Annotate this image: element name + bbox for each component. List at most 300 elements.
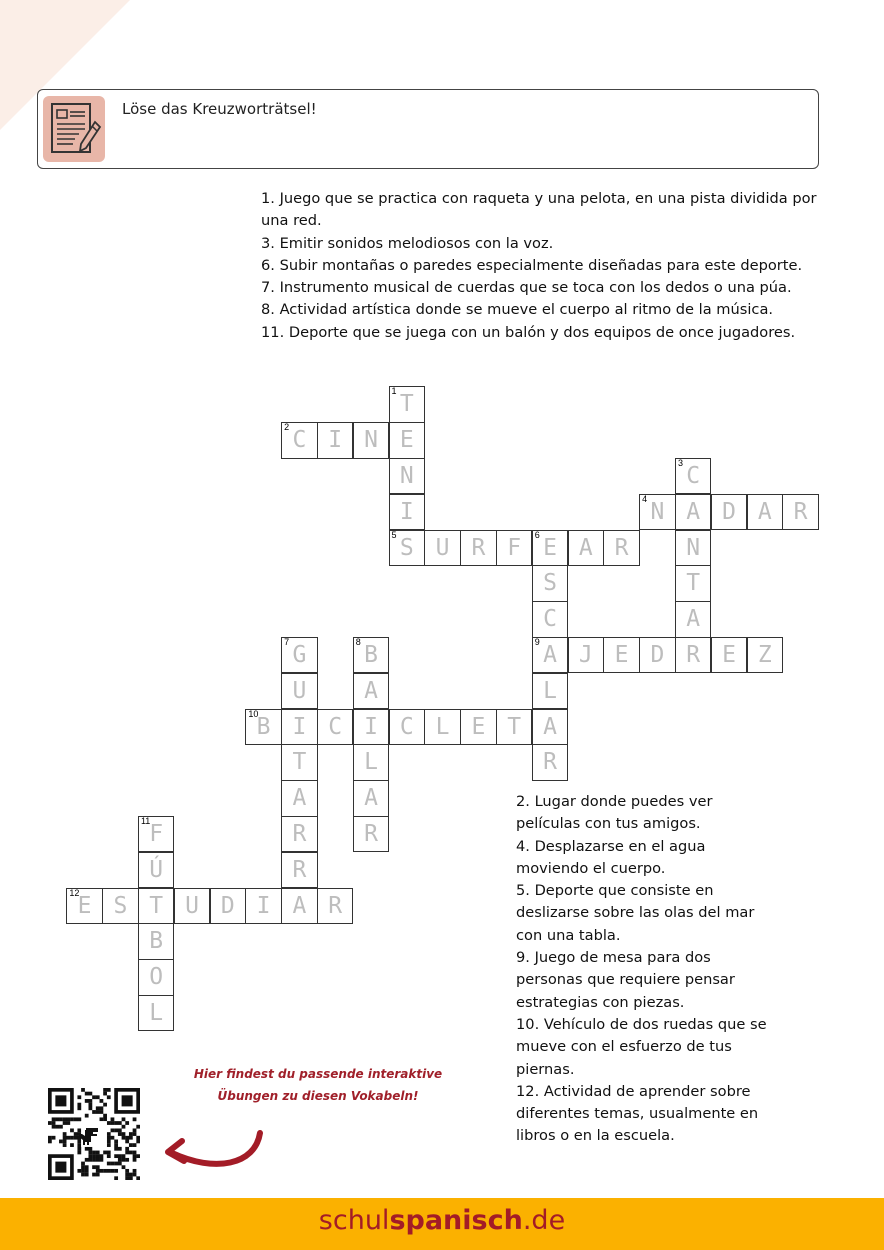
qr-module [59,1117,63,1121]
qr-module [81,1173,85,1177]
crossword-cell[interactable] [460,709,497,746]
worksheet-pencil-icon [43,96,105,162]
qr-module [129,1173,133,1177]
crossword-cell[interactable] [675,637,712,674]
clue-number: 3 [677,457,683,468]
crossword-cell[interactable] [532,601,569,638]
qr-module [52,1121,56,1125]
qr-module [136,1140,140,1144]
qr-module [77,1117,81,1121]
qr-module [52,1117,56,1121]
cell-letter: I [292,713,307,740]
cell-letter: A [686,606,701,633]
qr-module [122,1095,133,1106]
qr-module [92,1154,96,1158]
clue-number: 4 [642,493,648,504]
qr-module [96,1165,100,1169]
qr-module [92,1151,96,1155]
cell-letter: R [292,856,307,883]
qr-module [88,1158,92,1162]
crossword-cell[interactable] [460,530,497,567]
cell-letter: G [292,641,307,668]
qr-module [107,1151,111,1155]
cell-letter: A [686,498,701,525]
qr-module [114,1162,118,1166]
qr-module [70,1128,74,1132]
cell-letter: L [435,713,450,740]
qr-module [103,1117,107,1121]
qr-module [136,1176,140,1180]
qr-module [96,1110,100,1114]
clues-list-top [261,188,841,344]
crossword-cell[interactable] [138,816,175,853]
cell-letter: S [543,570,557,597]
qr-module [111,1117,115,1121]
crossword-cell[interactable] [532,673,569,710]
curved-arrow-icon [160,1125,270,1175]
crossword-cell[interactable] [389,458,426,495]
crossword-cell[interactable] [532,530,569,567]
cell-letter: S [399,534,414,561]
cell-letter: J [578,641,593,668]
cell-letter: A [578,534,593,561]
cell-letter: N [686,534,701,561]
cell-letter: R [686,641,701,668]
footer-prefix: schul [318,1205,390,1236]
qr-module [85,1099,89,1103]
crossword-cell[interactable] [747,637,784,674]
crossword-cell[interactable] [174,888,211,925]
crossword-cell[interactable] [138,852,175,889]
clue-12: 12. Actividad de aprender sobre diferentes temas, usualmente en libros o en la escuela. [516,1082,759,1145]
qr-module [81,1169,85,1173]
crossword-cell[interactable] [711,494,748,531]
qr-module [118,1121,122,1125]
qr-module [77,1103,81,1107]
qr-module [136,1136,140,1140]
qr-module [111,1162,115,1166]
cell-letter: B [364,641,378,668]
qr-module [63,1121,67,1125]
crossword-cell[interactable] [281,888,318,925]
qr-module [114,1140,118,1144]
qr-module [77,1106,81,1110]
qr-module [88,1092,92,1096]
qr-module [118,1128,122,1132]
clue-number: 5 [391,529,397,540]
qr-module [85,1165,89,1169]
cell-letter: I [256,892,271,919]
clue-8: 8. Actividad artística donde se mueve el cuerpo al ritmo de la música. [261,301,774,319]
crossword-cell[interactable] [317,422,354,459]
cell-letter: A [543,713,557,740]
qr-module [81,1162,85,1166]
qr-module [55,1117,59,1121]
qr-module [48,1140,52,1144]
qr-module [96,1173,100,1177]
qr-module [125,1158,129,1162]
crossword-cell[interactable] [532,565,569,602]
crossword-cell[interactable] [675,458,712,495]
qr-module [63,1143,67,1147]
qr-module [118,1132,122,1136]
qr-module [63,1117,67,1121]
qr-module [96,1169,100,1173]
qr-module [92,1165,96,1169]
clue-number: 2 [284,422,290,433]
crossword-cell[interactable] [210,888,247,925]
cell-letter: A [543,641,557,668]
qr-module [70,1136,74,1140]
cell-letter: F [149,820,164,847]
clue-number: 1 [391,386,397,397]
crossword-cell[interactable] [66,888,103,925]
cell-letter: T [686,570,701,597]
qr-module [103,1103,107,1107]
clues-list-bottom [516,791,776,1148]
crossword-cell[interactable] [532,637,569,674]
cell-letter: D [650,641,665,668]
qr-module [77,1128,81,1132]
cell-letter: R [614,534,629,561]
qr-module [85,1114,89,1118]
crossword-cell[interactable] [281,780,318,817]
qr-module [122,1132,126,1136]
crossword-cell[interactable] [353,422,390,459]
task-box [37,89,819,169]
crossword-cell[interactable] [317,709,354,746]
cell-letter: Z [757,641,772,668]
qr-module [133,1158,137,1162]
qr-module [100,1099,104,1103]
cell-letter: D [220,892,235,919]
clue-number: 8 [355,636,361,647]
qr-module [111,1169,115,1173]
clue-number: 7 [284,636,290,647]
qr-module [66,1121,70,1125]
crossword-cell[interactable] [639,494,676,531]
qr-module [52,1136,56,1140]
cell-letter: U [435,534,450,561]
qr-module [55,1095,66,1106]
qr-module [85,1147,89,1151]
qr-module [48,1121,52,1125]
qr-module [85,1158,89,1162]
qr-module [103,1092,107,1096]
crossword-cell[interactable] [389,530,426,567]
qr-module [70,1117,74,1121]
cell-letter: U [185,892,199,919]
qr-module [107,1121,111,1125]
qr-module [122,1154,126,1158]
crossword-cell[interactable] [102,888,139,925]
qr-module [111,1136,115,1140]
qr-module [48,1136,52,1140]
qr-module [133,1132,137,1136]
interactive-exercises-promo [168,1063,468,1107]
crossword-cell[interactable] [245,709,282,746]
qr-module [133,1154,137,1158]
qr-module [107,1169,111,1173]
qr-module [66,1117,70,1121]
qr-module [114,1169,118,1173]
qr-module [107,1140,111,1144]
crossword-cell[interactable] [353,637,390,674]
qr-module [77,1095,81,1099]
qr-module [77,1151,81,1155]
qr-module [136,1125,140,1129]
qr-module [100,1154,104,1158]
crossword-cell[interactable] [639,637,676,674]
crossword-cell[interactable] [281,422,318,459]
cell-letter: L [149,999,164,1026]
cell-letter: N [399,462,414,489]
qr-module [122,1125,126,1129]
cell-letter: A [364,677,378,704]
cell-letter: B [256,713,271,740]
qr-module [118,1158,122,1162]
qr-module [103,1151,107,1155]
qr-module [88,1147,92,1151]
cell-letter: R [543,749,557,776]
qr-module [100,1169,104,1173]
cell-letter: R [364,820,378,847]
qr-module [122,1165,126,1169]
crossword-cell[interactable] [281,637,318,674]
clue-number: 11 [140,815,151,826]
cell-letter: T [507,713,522,740]
qr-module [77,1140,81,1144]
qr-module [129,1132,133,1136]
crossword-cell[interactable] [568,637,605,674]
crossword-cell[interactable] [353,816,390,853]
crossword-cell[interactable] [675,494,712,531]
qr-module [81,1165,85,1169]
cell-letter: T [292,749,307,776]
qr-module [52,1125,56,1129]
crossword-cell[interactable] [603,530,640,567]
qr-module [114,1143,118,1147]
crossword-cell[interactable] [675,601,712,638]
cell-letter: C [686,462,701,489]
cell-letter: E [722,641,736,668]
qr-module [125,1136,129,1140]
qr-module [125,1140,129,1144]
cell-letter: Ú [149,856,164,883]
qr-module [107,1088,111,1092]
qr-module [133,1143,137,1147]
crossword-cell[interactable] [317,888,354,925]
qr-module [100,1158,104,1162]
cell-letter: E [543,534,557,561]
qr-module [74,1136,78,1140]
footer-brand: spanisch [389,1205,523,1236]
qr-module [77,1147,81,1151]
crossword-cell[interactable] [782,494,819,531]
qr-module [100,1117,104,1121]
qr-module [63,1132,67,1136]
crossword-cell[interactable] [532,744,569,781]
cell-letter: I [328,427,343,454]
cell-letter: A [757,498,772,525]
cell-letter: T [149,892,164,919]
crossword-cell[interactable] [138,959,175,996]
crossword-cell[interactable] [675,565,712,602]
qr-module [133,1173,137,1177]
cell-letter: O [149,964,164,991]
clue-6: 6. Subir montañas o paredes especialmente diseñadas para este deporte. [261,256,803,274]
qr-module [66,1136,70,1140]
crossword-cell[interactable] [675,530,712,567]
crossword-cell[interactable] [353,673,390,710]
cell-letter: T [399,391,414,418]
qr-module [85,1169,89,1173]
crossword-cell[interactable] [747,494,784,531]
clue-4: 4. Desplazarse en el agua moviendo el cuerpo. [516,837,706,877]
crossword-cell[interactable] [138,995,175,1032]
qr-module [63,1140,67,1144]
crossword-cell[interactable] [281,673,318,710]
qr-module [96,1106,100,1110]
crossword-cell[interactable] [532,709,569,746]
footer-brand-link[interactable] [0,1205,884,1236]
qr-module [129,1136,133,1140]
crossword-cell[interactable] [496,530,533,567]
crossword-cell[interactable] [281,816,318,853]
qr-module [114,1176,118,1180]
crossword-cell[interactable] [281,744,318,781]
promo-line-1: Hier findest du passende interaktive [193,1067,443,1081]
qr-module [55,1162,66,1173]
clue-5: 5. Deporte que consiste en deslizarse sobre las olas del mar con una tabla. [516,882,755,944]
qr-module [133,1128,137,1132]
crossword-cell[interactable] [603,637,640,674]
cell-letter: R [471,534,486,561]
qr-module [129,1151,133,1155]
cell-letter: U [292,677,307,704]
clue-9: 9. Juego de mesa para dos personas que requiere pensar estrategias con piezas. [516,949,735,1011]
crossword-cell[interactable] [281,709,318,746]
qr-module [77,1169,81,1173]
cell-letter: I [399,498,414,525]
qr-module [92,1173,96,1177]
clue-number: 9 [534,636,540,647]
crossword-cell[interactable] [389,422,426,459]
cell-letter: D [722,498,736,525]
qr-module [96,1154,100,1158]
qr-module [77,1143,81,1147]
cell-letter: R [292,820,307,847]
qr-module [88,1103,92,1107]
cell-letter: B [149,928,164,955]
qr-code-icon[interactable] [48,1088,140,1180]
qr-module [92,1110,96,1114]
crossword-cell[interactable] [711,637,748,674]
qr-module [70,1143,74,1147]
qr-module [133,1151,137,1155]
crossword-cell[interactable] [496,709,533,746]
qr-module [111,1121,115,1125]
cell-letter: C [328,713,343,740]
crossword-cell[interactable] [424,530,461,567]
clue-11: 11. Deporte que se juega con un balón y dos equipos de once jugadores. [261,323,796,341]
qr-module [88,1151,92,1155]
qr-module [88,1154,92,1158]
clue-1: 1. Juego que se practica con raqueta y una pelota, en una pista dividida por una red. [261,190,817,230]
crossword-cell[interactable] [424,709,461,746]
cell-letter: A [292,892,307,919]
crossword-cell[interactable] [389,386,426,423]
cell-letter: N [650,498,665,525]
qr-module [136,1154,140,1158]
crossword-cell[interactable] [389,494,426,531]
clue-number: 10 [248,708,259,719]
qr-module [107,1136,111,1140]
qr-module [85,1173,89,1177]
crossword-cell[interactable] [353,744,390,781]
cell-letter: C [292,427,307,454]
qr-module [114,1128,118,1132]
qr-module [81,1088,85,1092]
qr-module [129,1176,133,1180]
qr-module [103,1088,107,1092]
crossword-cell[interactable] [138,923,175,960]
cell-letter: C [399,713,414,740]
cell-letter: A [292,785,307,812]
qr-module [96,1158,100,1162]
crossword-cell[interactable] [568,530,605,567]
qr-module [107,1162,111,1166]
cell-letter: I [364,713,378,740]
qr-module [125,1147,129,1151]
crossword-cell[interactable] [389,709,426,746]
cell-letter: S [113,892,128,919]
clue-7: 7. Instrumento musical de cuerdas que se toca con los dedos o una púa. [261,279,792,297]
qr-module [129,1143,133,1147]
qr-module [133,1169,137,1173]
clue-2: 2. Lugar donde puedes ver películas con tus amigos. [516,793,713,833]
qr-module [96,1151,100,1155]
clue-number: 12 [69,887,80,898]
qr-module [100,1106,104,1110]
qr-module [100,1110,104,1114]
qr-module [125,1121,129,1125]
qr-module [92,1095,96,1099]
qr-module [88,1099,92,1103]
qr-module [122,1158,126,1162]
crossword-cell[interactable] [245,888,282,925]
qr-module [85,1092,89,1096]
qr-module [107,1143,111,1147]
cell-letter: C [543,606,557,633]
qr-module [114,1147,118,1151]
cell-letter: E [77,892,92,919]
clue-3: 3. Emitir sonidos melodiosos con la voz. [261,234,554,252]
qr-module [114,1154,118,1158]
crossword-cell[interactable] [353,709,390,746]
qr-module [118,1154,122,1158]
crossword-cell[interactable] [281,852,318,889]
qr-module [114,1121,118,1125]
crossword-cell[interactable] [353,780,390,817]
qr-module [122,1117,126,1121]
qr-module [122,1136,126,1140]
task-instruction: Löse das Kreuzworträtsel! [122,100,317,118]
clue-number: 6 [534,529,540,540]
qr-module [103,1169,107,1173]
crossword-cell[interactable] [138,888,175,925]
qr-module [133,1117,137,1121]
